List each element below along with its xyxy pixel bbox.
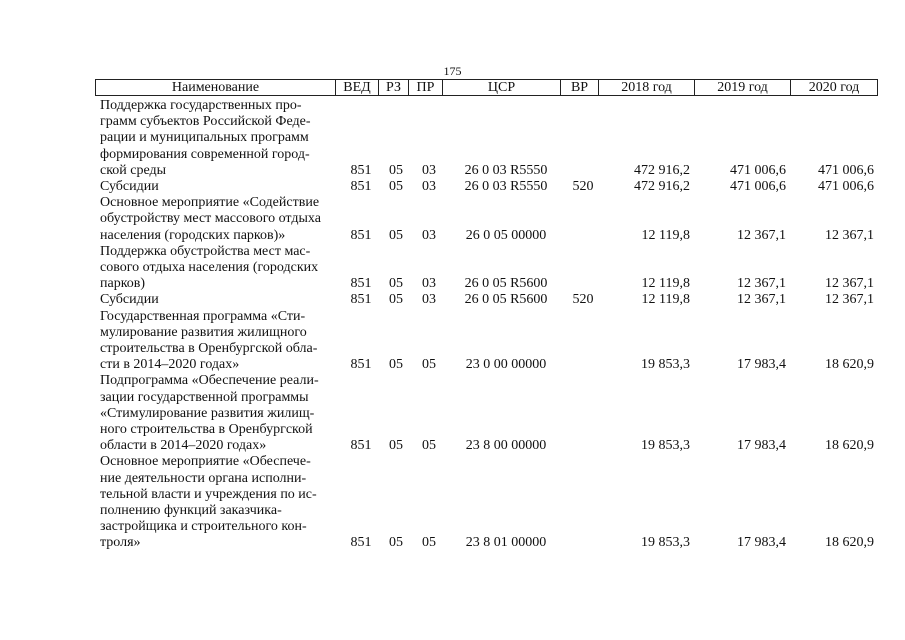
row-ved: 851: [350, 357, 372, 373]
row-csr: 26 0 05 00000: [465, 227, 547, 243]
row-rz: 05: [389, 292, 403, 308]
header-2020: 2020 год: [790, 80, 877, 95]
header-pr: ПР: [408, 80, 442, 95]
row-pr: 03: [422, 162, 436, 178]
row-pr: 03: [422, 178, 436, 194]
row-2020: 18 620,9: [825, 438, 874, 454]
row-2018: 12 119,8: [641, 276, 690, 292]
row-2019: 12 367,1: [737, 292, 786, 308]
row-2020: 12 367,1: [825, 292, 874, 308]
row-ved: 851: [350, 276, 372, 292]
row-csr: 26 0 05 R5600: [464, 276, 548, 292]
row-pr: 03: [422, 227, 436, 243]
header-vr: ВР: [560, 80, 598, 95]
row-pr: 05: [422, 535, 436, 551]
row-pr: 03: [422, 276, 436, 292]
row-2018: 472 916,2: [634, 178, 690, 194]
header-csr: ЦСР: [442, 80, 560, 95]
row-name: Субсидии: [100, 179, 159, 194]
row-name: Основное мероприятие «Обеспече- ние деятельности органа исполни- тельной власти и учреждения по ис- полнению функций заказчика- застройщика и строительного кон- троля»: [100, 454, 317, 551]
row-2020: 12 367,1: [825, 227, 874, 243]
header-rz: РЗ: [378, 80, 408, 95]
row-name: Поддержка государственных про- грамм субъектов Российской Феде- рации и муниципальных программ формирования современной город- ской среды: [100, 98, 311, 178]
header-2019: 2019 год: [694, 80, 790, 95]
row-vr: 520: [572, 292, 594, 308]
row-ved: 851: [350, 535, 372, 551]
table-row: [0, 244, 905, 293]
row-2019: 17 983,4: [737, 438, 786, 454]
row-rz: 05: [389, 178, 403, 194]
row-pr: 05: [422, 438, 436, 454]
row-csr: 26 0 05 R5600: [464, 292, 548, 308]
header-ved: ВЕД: [335, 80, 378, 95]
table-row: [0, 309, 905, 374]
row-vr: 520: [572, 178, 594, 194]
row-2018: 12 119,8: [641, 227, 690, 243]
row-name: Подпрограмма «Обеспечение реали- зации государственной программы «Стимулирование развития жилищ- ного строительства в Оренбургской области в 2014–2020 годах»: [100, 373, 319, 454]
row-rz: 05: [389, 227, 403, 243]
row-2019: 12 367,1: [737, 276, 786, 292]
table-row: [0, 292, 905, 308]
table-row: [0, 195, 905, 244]
row-2020: 12 367,1: [825, 276, 874, 292]
row-rz: 05: [389, 357, 403, 373]
row-csr: 23 8 00 00000: [465, 438, 547, 454]
row-rz: 05: [389, 535, 403, 551]
row-2020: 18 620,9: [825, 535, 874, 551]
page-number: 175: [443, 64, 462, 78]
row-2018: 12 119,8: [641, 292, 690, 308]
row-2020: 471 006,6: [818, 162, 874, 178]
row-ved: 851: [350, 438, 372, 454]
row-name: Государственная программа «Сти- мулирование развития жилищного строительства в Оренбургской обла- сти в 2014–2020 годах»: [100, 308, 318, 373]
row-2020: 471 006,6: [818, 178, 874, 194]
row-2018: 19 853,3: [641, 438, 690, 454]
row-rz: 05: [389, 276, 403, 292]
row-2018: 19 853,3: [641, 535, 690, 551]
table-row: [0, 98, 905, 179]
table-row: [0, 373, 905, 454]
header-name: Наименование: [171, 80, 260, 95]
row-rz: 05: [389, 162, 403, 178]
row-csr: 23 0 00 00000: [465, 357, 547, 373]
row-csr: 26 0 03 R5550: [464, 162, 548, 178]
table-header: [95, 79, 878, 96]
row-ved: 851: [350, 162, 372, 178]
row-rz: 05: [389, 438, 403, 454]
row-pr: 03: [422, 292, 436, 308]
row-name: Основное мероприятие «Содействие обустройству мест массового отдыха населения (городских парков)»: [100, 195, 321, 243]
row-2018: 472 916,2: [634, 162, 690, 178]
row-2019: 471 006,6: [730, 178, 786, 194]
table-row: [0, 179, 905, 195]
row-2019: 471 006,6: [730, 162, 786, 178]
table-row: [0, 454, 905, 551]
row-2019: 12 367,1: [737, 227, 786, 243]
row-ved: 851: [350, 227, 372, 243]
table-body: [0, 98, 905, 552]
row-2019: 17 983,4: [737, 535, 786, 551]
row-csr: 23 8 01 00000: [465, 535, 547, 551]
row-pr: 05: [422, 357, 436, 373]
row-name: Поддержка обустройства мест мас- сового отдыха населения (городских парков): [100, 243, 319, 292]
row-name: Субсидии: [100, 292, 159, 308]
row-2020: 18 620,9: [825, 357, 874, 373]
row-2018: 19 853,3: [641, 357, 690, 373]
row-csr: 26 0 03 R5550: [464, 178, 548, 194]
row-2019: 17 983,4: [737, 357, 786, 373]
row-ved: 851: [350, 292, 372, 308]
row-ved: 851: [350, 178, 372, 194]
header-2018: 2018 год: [598, 80, 694, 95]
